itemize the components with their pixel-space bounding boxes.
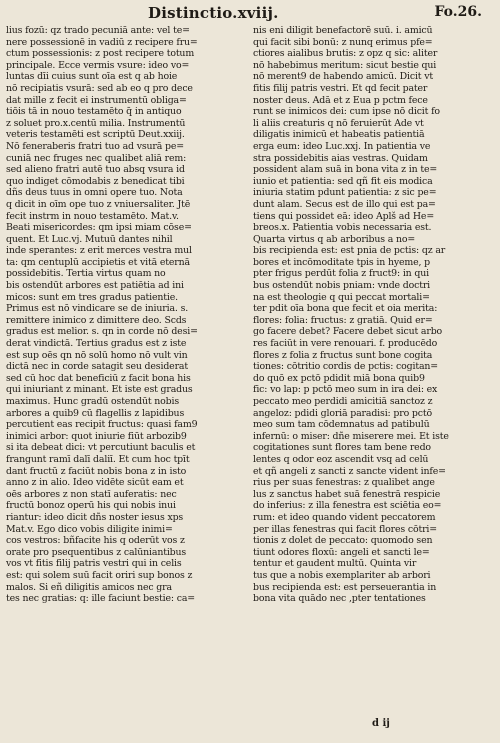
text-line: bis recipienda est: est pnia de pctis: qz ar bbox=[253, 245, 446, 257]
text-line: ter pdit oīa bona que fecit et oia merita: bbox=[253, 303, 438, 315]
text-line: peccato meo perdidi amicitiā sanctoz z bbox=[253, 396, 433, 407]
text-line: tiunt odores floxū: angeli et sancti le= bbox=[253, 546, 430, 558]
text-line: stra possidebitis aias vestras. Quidam bbox=[253, 152, 428, 164]
text-line: anno z in alio. Ideo vidēte sicūt eam et bbox=[6, 477, 184, 489]
running-head: Distinctio.xviij. bbox=[148, 4, 279, 22]
text-line: pter frigus perdūt folia z fruct9: in qui bbox=[253, 268, 429, 280]
text-line: bus recipienda est: est perseuerantia in bbox=[253, 581, 437, 593]
text-line: lius fozū: qz trado pecuniā ante: vel te= bbox=[6, 25, 190, 36]
text-line: est: qui solem suū facit oriri sup bonos z bbox=[6, 569, 193, 581]
text-line: tus que a nobis exemplariter ab arbori bbox=[253, 569, 431, 581]
text-line: principale. Ecce vermis vsure: ideo vo= bbox=[6, 59, 190, 71]
text-line: Mat.v. Ego dico vobis diligite inimi= bbox=[6, 523, 173, 535]
text-line: tionis z dolet de peccato: quomodo sen bbox=[253, 535, 433, 547]
text-line: flores: folia: fructus: z gratiā. Quid er= bbox=[253, 314, 433, 326]
text-line: veteris testamēti est scriptū Deut.xxiij. bbox=[6, 129, 185, 141]
text-line: orate pro psequentibus z calūniantibus bbox=[6, 546, 187, 558]
text-line: si ita debeat dici: vt percutiunt baculis et bbox=[6, 442, 196, 454]
text-line: dictā nec in corde satagit seu desiderat bbox=[6, 361, 188, 373]
text-line: inde sperantes: z erit merces vestra mul bbox=[6, 245, 192, 257]
text-line: qui iniuriant z minant. Et iste est gradus bbox=[6, 384, 193, 396]
text-line: est sup oēs qn nō solū homo nō vult vin bbox=[6, 349, 188, 361]
text-line: diligatis inimicū et habeatis patientiā bbox=[253, 129, 425, 141]
text-line: dñs deus tuus in omni opere tuo. Nota bbox=[6, 187, 183, 199]
text-line: sed cū hoc dat beneficiū z facit bona his bbox=[6, 372, 191, 384]
text-line: cuniā nec fruges nec qualibet aliā rem: bbox=[6, 152, 187, 164]
text-line: qui facit sibi bonū: z nunq erimus pfe= bbox=[253, 36, 433, 48]
text-line: nō recipiatis vsurā: sed ab eo q pro dece bbox=[6, 82, 193, 94]
text-line: rius per suas fenestras: z qualibet ange bbox=[253, 477, 435, 489]
text-line: nis eni diligit benefactorē suū. i. amicū bbox=[253, 25, 433, 36]
text-line: li aliis creaturis q nō feruierūt Ade vt bbox=[253, 117, 424, 129]
text-line: per illas fenestras qui facit flores cōtri= bbox=[253, 523, 437, 535]
text-line: sed alieno fratri autē tuo absq vsura id bbox=[6, 164, 185, 176]
text-line: nere possessionē in vadiū z recipere fru= bbox=[6, 36, 198, 48]
text-line: Primus est nō vindicare se de iniuria. s. bbox=[6, 303, 189, 315]
text-line: fructū bonoz operū his qui nobis inui bbox=[6, 500, 176, 512]
left-text-column bbox=[6, 25, 246, 605]
text-line: tentur et gaudent multū. Quinta vir bbox=[253, 558, 417, 570]
text-line: bis ostendūt arbores est patiētia ad ini bbox=[6, 280, 184, 292]
text-line: go facere debet? Facere debet sicut arbo bbox=[253, 326, 443, 338]
text-line: lentes q odor eoz ascendit vsq ad celū bbox=[253, 453, 429, 465]
text-line: bores et incōmoditate tpis in hyeme, p bbox=[253, 256, 431, 268]
right-text-column bbox=[253, 25, 493, 605]
text-line: fic: vo lap: p pctō meo sum in ira dei: ex bbox=[253, 384, 438, 396]
text-line: infernū: o miser: dñe miserere mei. Et iste bbox=[253, 430, 449, 442]
text-line: dant fructū z faciūt nobis bona z in isto bbox=[6, 465, 187, 477]
text-line: lus z sanctus habet suā fenestrā respicie bbox=[253, 488, 441, 500]
text-line: meo sum tam cōdemnatus ad patibulū bbox=[253, 419, 430, 431]
text-line: na est theologie q qui peccat mortali= bbox=[253, 291, 430, 303]
text-line: iunio et patientia: sed qñ fit eis modica bbox=[253, 175, 433, 187]
text-line: remittere inimico z dimittere deo. Scds bbox=[6, 314, 187, 326]
text-line: micos: sunt em tres gradus patientie. bbox=[6, 291, 178, 303]
text-line: Nō feneraberis fratri tuo ad vsurā pe= bbox=[6, 140, 184, 152]
text-line: cogitationes sunt flores tam bene redo bbox=[253, 442, 431, 454]
text-line: quo indiget cōmodabis z benedicat tibi bbox=[6, 175, 185, 187]
text-line: possident alam suā in bona vita z in te= bbox=[253, 164, 438, 176]
text-line: ta: qm centuplū accipietis et vitā eternā bbox=[6, 256, 190, 268]
page-header bbox=[0, 4, 500, 24]
text-line: quent. Et Luc.vj. Mutuū dantes nihil bbox=[6, 233, 173, 245]
text-line: do quō ex pctō pdidit miā bona quib9 bbox=[253, 372, 425, 384]
text-line: dunt alam. Secus est de illo qui est pa= bbox=[253, 198, 436, 210]
text-line: do inferius: z illa fenestra est sciētia eo= bbox=[253, 500, 442, 512]
text-line: luntas dīi cuius sunt oīa est q ab hoie bbox=[6, 71, 178, 83]
text-line: breos.x. Patientia vobis necessaria est. bbox=[253, 222, 432, 234]
text-line: ctiores aialibus brutis: z opz q sic: aliter bbox=[253, 48, 438, 60]
text-line: bus ostendūt nobis pniam: vnde doctri bbox=[253, 280, 431, 292]
text-line: erga eum: ideo Luc.xxj. In patientia ve bbox=[253, 140, 431, 152]
text-line: Quarta virtus q ab arboribus a no= bbox=[253, 233, 416, 245]
text-line: arbores a quib9 cū flagellis z lapidibus bbox=[6, 407, 185, 419]
folio-number: Fo.26. bbox=[434, 4, 482, 20]
text-line: q dicit in oīm ope tuo z vniuersaliter. Jtē bbox=[6, 198, 191, 210]
text-line: fitis filij patris vestri. Et qd fecit pater bbox=[253, 82, 428, 94]
text-line: tes nec gratias: q: ille faciunt bestie: ca= bbox=[6, 593, 196, 605]
text-line: et qñ angeli z sancti z sancte vident infe= bbox=[253, 465, 446, 477]
text-line: maximus. Hunc gradū ostendūt nobis bbox=[6, 396, 180, 407]
text-line: malos. Si eñ diligitis amicos nec gra bbox=[6, 581, 172, 593]
text-line: tiens qui possidet eā: ideo Aplš ad He= bbox=[253, 210, 435, 222]
text-line: runt se inimicos dei: cum ipse nō dicit fo bbox=[253, 106, 440, 118]
text-line: gradus est melior. s. qn in corde nō desi= bbox=[6, 326, 198, 338]
text-line: flores z folia z fructus sunt bone cogita bbox=[253, 349, 433, 361]
text-line: z soluet pro.x.centū milia. Instrumentū bbox=[6, 117, 186, 129]
text-line: dat mille z fecit ei instrumentū obliga= bbox=[6, 94, 187, 106]
text-line: cos vestros: bñfacite his q oderūt vos z bbox=[6, 535, 185, 547]
text-line: percutient eas recipit fructus: quasi fam9 bbox=[6, 419, 198, 431]
text-line: inimici arbor: quot iniurie fiūt arbozib9 bbox=[6, 430, 187, 442]
text-line: riantur: ideo dicit dñs noster iesus xps bbox=[6, 511, 184, 523]
text-line: derat vindictā. Tertius gradus est z iste bbox=[6, 338, 187, 350]
text-line: fecit instrm in nouo testamēto. Mat.v. bbox=[6, 210, 179, 222]
text-line: iniuria statim pdunt patientia: z sic pe= bbox=[253, 187, 437, 199]
text-line: possidebitis. Tertia virtus quam no bbox=[6, 268, 166, 280]
text-line: nō habebimus meritum: sicut bestie qui bbox=[253, 59, 437, 71]
text-line: angeloz: pdidi gloriā paradisi: pro pctō bbox=[253, 407, 432, 419]
text-line: rum: et ideo quando vident peccatorem bbox=[253, 511, 436, 523]
text-line: bona vita quādo nec ,pter tentationes bbox=[253, 593, 426, 605]
text-line: oēs arbores z non statī auferatis: nec bbox=[6, 488, 177, 500]
text-line: nō merent9 de habendo amicū. Dicit vt bbox=[253, 71, 434, 83]
text-line: frangunt ramī dalī daliī. Et cum hoc tpīt bbox=[6, 453, 190, 465]
text-line: ctum possessionis: z post recipere totum bbox=[6, 48, 195, 60]
text-line: res faciūt in vere renouari. f. producēdo bbox=[253, 338, 438, 350]
signature-mark: d ij bbox=[372, 718, 390, 729]
text-line: Beati misericordes: qm ipsi miam cōse= bbox=[6, 222, 192, 234]
text-line: vos vt fitis filij patris vestri qui in celis bbox=[6, 558, 182, 570]
text-line: tiōis tā in nouo testamēto q̄ in antiquo bbox=[6, 106, 182, 118]
text-line: noster deus. Adā et z Eua p pctm fece bbox=[253, 94, 428, 106]
text-line: tiones: cōtritio cordis de pctis: cogitan= bbox=[253, 361, 438, 373]
